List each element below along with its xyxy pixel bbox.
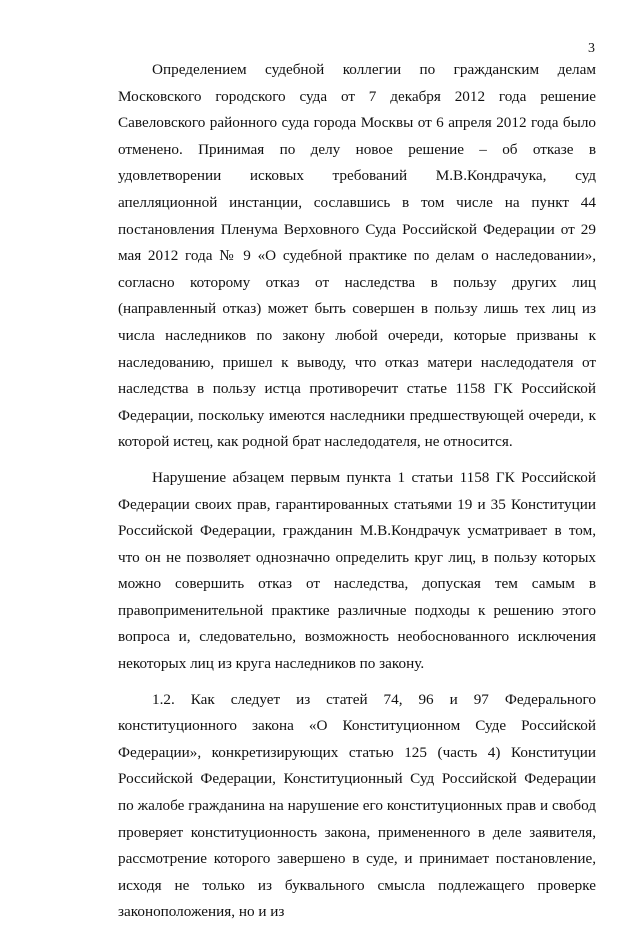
paragraph-appeal-ruling: Определением судебной коллегии по гражданским делам Московского городского суда от 7 декабря 2012 года решение Савеловского районного суда города Москвы от 6 апреля 2012 года было отменено. Принимая по делу новое решение – об отказе в удовлетворении исковых требований М.В.Кондрачука, суд апелляционной инстанции, сославшись в том числе на пункт 44 постановления Пленума Верховного Суда Российской Федерации от 29 мая 2012 года № 9 «О судебной практике по делам о наследовании», согласно которому отказ от наследства в пользу других лиц (направленный отказ) может быть совершен в пользу лишь тех лиц из числа наследников по закону любой очереди, которые призваны к наследованию, пришел к выводу, что отказ матери наследодателя от наследства в пользу истца противоречит статье 1158 ГК Российской Федерации, поскольку имеются наследники предшествующей очереди, к которой истец, как родной брат наследодателя, не относится.	[118, 61, 596, 451]
document-body	[118, 57, 596, 926]
paragraph-constitutional-court: 1.2. Как следует из статей 74, 96 и 97 Федерального конституционного закона «О Конституционном Суде Российской Федерации», конкретизирующих статью 125 (часть 4) Конституции Российской Федерации, Конституционный Суд Российской Федерации по жалобе гражданина на нарушение его конституционных прав и свобод проверяет конституционность закона, примененного в деле заявителя, рассмотрение которого завершено в суде, и принимает постановление, исходя не только из буквального смысла подлежащего проверке законоположения, но и из	[118, 690, 596, 921]
page-number: 3	[588, 41, 595, 56]
paragraph-rights-violation: Нарушение абзацем первым пункта 1 статьи 1158 ГК Российской Федерации своих прав, гарантированных статьями 19 и 35 Конституции Российской Федерации, гражданин М.В.Кондрачук усматривает в том, что он не позволяет однозначно определить круг лиц, в пользу которых можно совершить отказ от наследства, допуская тем самым в правоприменительной практике различные подходы к решению этого вопроса и, следовательно, возможность необоснованного исключения некоторых лиц из круга наследников по закону.	[118, 468, 596, 673]
